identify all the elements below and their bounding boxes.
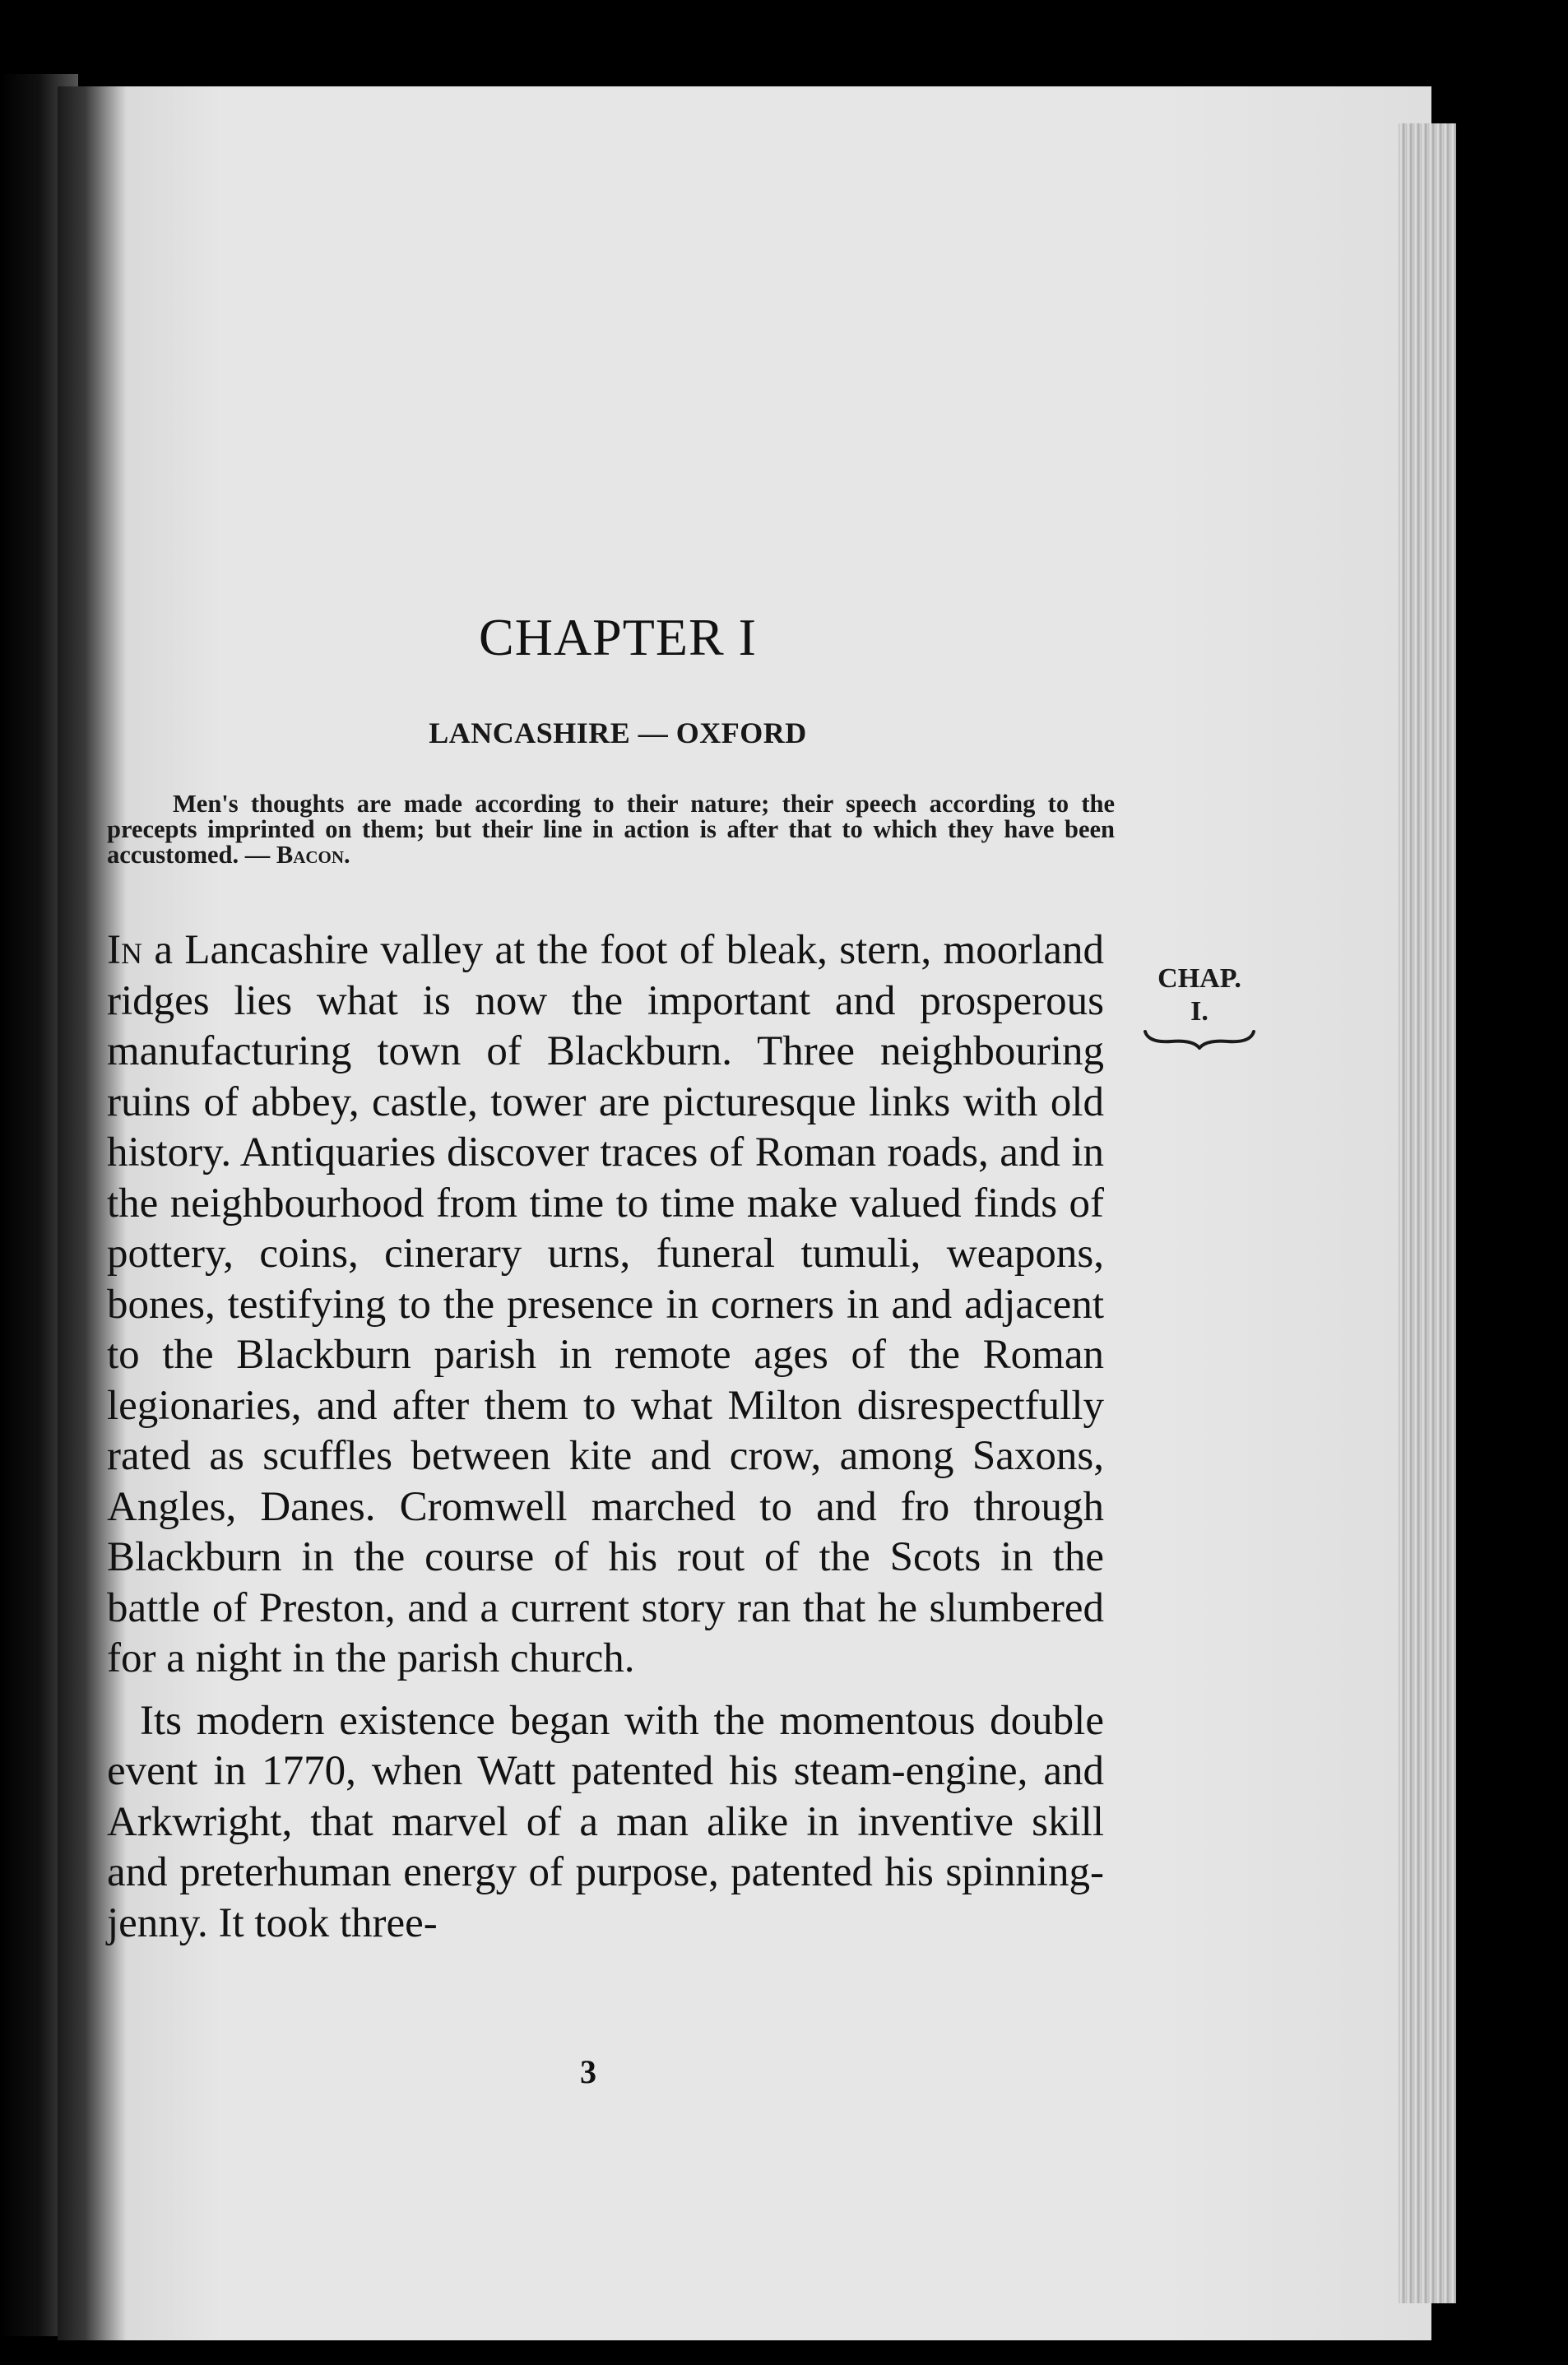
epigraph	[107, 791, 1115, 868]
chapter-subtitle: LANCASHIRE — OXFORD	[429, 716, 807, 749]
margin-note-chap: CHAP.	[1157, 963, 1241, 994]
paragraph-1-text: a Lancashire valley at the foot of bleak, stern, moorland ridges lies what is now the important and prosperous manufacturing town of Blackburn. Three neighbouring ruins of abbey, castle, tower are picturesque links with old history. Antiquaries discover traces of Roman roads, and in the neighbourhood from time to time make valued finds of pottery, coins, cinerary urns, funeral tumuli, weapons, bones, testifying to the presence in corners in and adjacent to the Blackburn parish in remote ages of the Roman legionaries, and after them to what Milton disrespectfully rated as scuffles between kite and crow, among Saxons, Angles, Danes. Cromwell marched to and fro through Blackburn in the course of his rout of the Scots in the battle of Preston, and a current story ran that he slumbered for a night in the parish church.	[107, 927, 1104, 1681]
drop-word: In	[107, 927, 142, 973]
margin-note	[1142, 962, 1257, 1050]
body-text	[107, 925, 1104, 1949]
margin-note-number: I.	[1190, 996, 1208, 1027]
brace-icon	[1142, 1028, 1257, 1050]
chapter-title: CHAPTER I	[479, 608, 757, 666]
paragraph-2: Its modern existence began with the momentous double event in 1770, when Watt patented his steam-engine, and Arkwright, that marvel of a man alike in inventive skill and preterhuman energy of purpose, patented his spinning-jenny. It took three-	[107, 1697, 1104, 1946]
epigraph-text: Men's thoughts are made according to their nature; their speech according to the precepts imprinted on them; but their line in action is after that to which they have been accustomed. —	[107, 790, 1115, 869]
page-number: 3	[580, 2053, 596, 2090]
paragraph-1	[107, 925, 1104, 1685]
epigraph-attribution: Bacon.	[276, 841, 350, 869]
